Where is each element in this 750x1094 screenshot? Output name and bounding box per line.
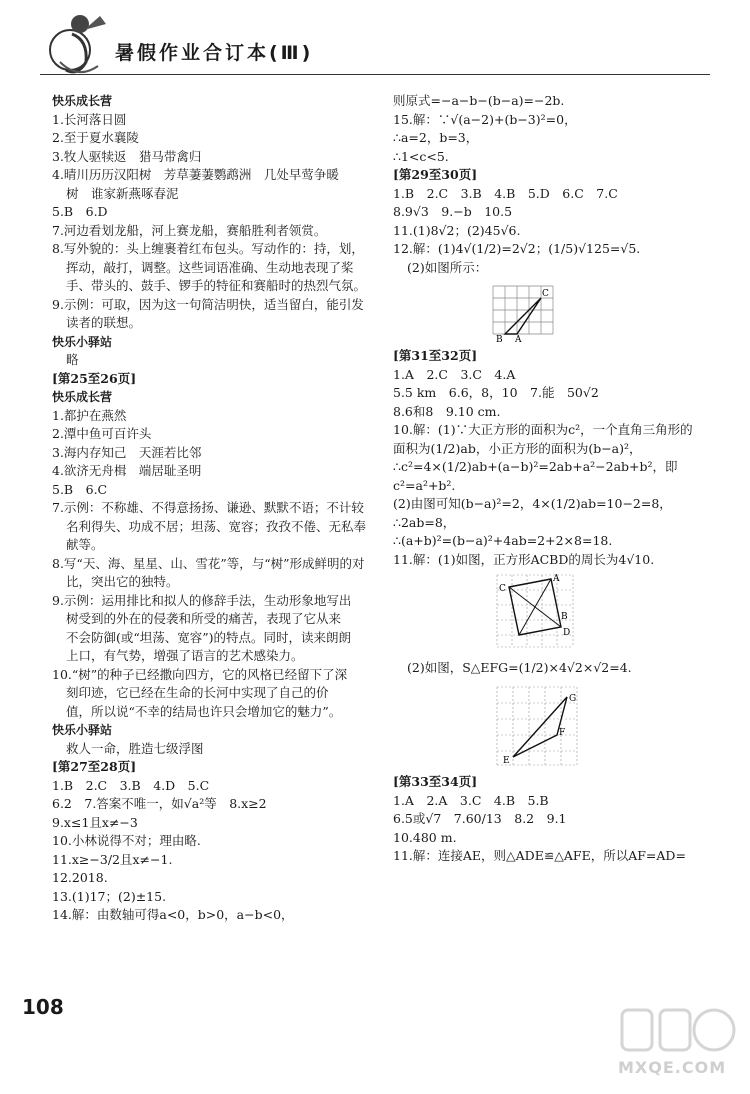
text-line: [第33至34页]	[393, 774, 478, 789]
text-line: 8.9√3 9.−b 10.5	[393, 204, 513, 219]
text-line: 10.“树”的种子已经撒向四方，它的风格已经留下了深	[52, 666, 348, 682]
text-line: 2.至于夏水襄陵	[52, 130, 139, 145]
text-line: ∴c²=4×(1/2)ab+(a−b)²=2ab+a²−2ab+b²，即	[393, 459, 678, 474]
text-line: 10.解：(1)∵大正方形的面积为c²，一个直角三角形的	[393, 422, 693, 437]
page-number: 108	[22, 995, 64, 1019]
text-line: 7.示例：不称雄、不得意扬扬、谦逊、默默不语；不计较	[52, 500, 364, 515]
text-line: 6.2 7.答案不唯一，如√a²等 8.x≥2	[52, 796, 267, 811]
text-line: 1.A 2.C 3.C 4.A	[393, 366, 516, 382]
text-line: 5.B 6.D	[52, 204, 108, 219]
text-line: 4.晴川历历汉阳树 芳草萋萋鹦鹉洲 几处早莺争暖	[52, 167, 339, 182]
text-line: (2)由图可知(b−a)²=2，4×(1/2)ab=10−2=8，	[393, 496, 672, 511]
text-line: 快乐成长营	[52, 390, 113, 404]
text-line: 比，突出它的独特。	[66, 574, 179, 589]
text-line: 则原式=−a−b−(b−a)=−2b.	[393, 93, 565, 108]
right-block-a	[393, 92, 723, 259]
text-line: 5.5 km 6.6，8，10 7.能 50√2	[393, 385, 599, 400]
text-line: 8.写“天、海、星星、山、雪花”等，与“树”形成鲜明的对	[52, 555, 365, 571]
text-line: ∴2ab=8，	[393, 514, 456, 530]
right-block-b	[393, 347, 723, 569]
text-line: ∴1<c<5.	[393, 148, 449, 164]
fig2-label-c: C	[499, 584, 506, 594]
text-line: 4.欲济无舟楫 端居耻圣明	[52, 463, 202, 478]
text-line: 9.x≤1且x≠−3	[52, 814, 138, 830]
text-line: 名利得失、功成不居；坦荡、宽容；孜孜不倦、无私奉	[66, 518, 367, 534]
text-line: 读者的联想。	[66, 315, 142, 330]
boy-kite-logo-icon	[48, 10, 110, 82]
watermark-logo	[618, 1004, 738, 1088]
grid-figure-2	[493, 571, 577, 651]
text-line: 11.(1)8√2；(2)45√6.	[393, 222, 521, 238]
watermark-seal-icon	[618, 1004, 738, 1060]
text-line: 献等。	[66, 537, 104, 552]
fig3-label-g: G	[569, 694, 577, 704]
text-line: 9.示例：运用排比和拟人的修辞手法，生动形象地写出	[52, 592, 352, 608]
text-line: 15.解：∵√(a−2)+(b−3)²=0，	[393, 111, 577, 127]
text-line: 11.x≥−3/2且x≠−1.	[52, 851, 173, 867]
grid-figure-1	[488, 281, 558, 343]
right-column	[393, 92, 723, 866]
page-header	[0, 0, 750, 90]
fig1-label-b: B	[496, 335, 503, 343]
text-line: 略	[66, 352, 79, 367]
text-line: 手、带头的、鼓手、锣手的特征和赛船时的热烈气氛。	[66, 278, 367, 293]
text-line: 快乐小驿站	[52, 334, 113, 349]
text-line: 8.写外貌的：头上缠裹着红布包头。写动作的：持，划，	[52, 241, 364, 256]
text-line: 10.480 m.	[393, 829, 457, 845]
text-line: 上口，有气势，增强了语言的艺术感染力。	[66, 648, 304, 663]
text-line: 11.解：(1)如图，正方形ACBD的周长为4√10.	[393, 551, 655, 567]
text-line: 1.A 2.A 3.C 4.B 5.B	[393, 792, 549, 808]
left-column	[52, 92, 382, 925]
right-block-d	[393, 773, 723, 866]
text-line: 5.B 6.C	[52, 481, 108, 497]
fig2-label-b: B	[561, 612, 568, 622]
text-line: 10.小林说得不对；理由略.	[52, 833, 201, 848]
header-title: 暑假作业合订本(Ⅲ)	[115, 42, 314, 64]
text-line: 快乐小驿站	[52, 723, 113, 737]
text-line: 2.潭中鱼可百许头	[52, 426, 152, 441]
fig3-label-f: F	[559, 728, 566, 738]
text-line: 1.B 2.C 3.B 4.D 5.C	[52, 777, 210, 793]
grid-figure-3	[493, 683, 581, 769]
text-line: 刻印迹，它已经在生命的长河中实现了自己的价	[66, 685, 329, 700]
text-line: [第31至32页]	[393, 348, 478, 363]
text-line: 1.长河落日圆	[52, 111, 127, 127]
text-line: 7.河边看划龙船，河上赛龙船，赛船胜利者领赏。	[52, 222, 327, 238]
text-line: [第29至30页]	[393, 167, 478, 182]
text-line: 9.示例：可取，因为这一句简洁明快，适当留白，能引发	[52, 296, 364, 312]
text-line: 1.都护在燕然	[52, 407, 127, 423]
text-line: [第25至26页]	[52, 370, 137, 386]
text-line: 快乐成长营	[52, 94, 113, 108]
fig2-label-d: D	[563, 628, 571, 638]
text-line: 12.2018.	[52, 870, 108, 885]
text-line: 8.6和8 9.10 cm.	[393, 403, 501, 419]
text-line: 13.(1)17；(2)±15.	[52, 888, 167, 904]
text-line: 12.解：(1)4√(1/2)=2√2；(1/5)√125=√5.	[393, 241, 641, 256]
text-line: 树受到的外在的侵袭和所受的痛苦，表现了它从来	[66, 611, 342, 626]
text-line: 挥动，敲打，调整。这些词语准确、生动地表现了桨	[66, 259, 354, 275]
header-rule	[40, 74, 710, 75]
watermark-url: MXQE.COM	[618, 1058, 727, 1077]
text-line: 救人一命，胜造七级浮图	[66, 740, 204, 756]
fig3-label-e: E	[503, 756, 510, 766]
text-line: 11.解：连接AE，则△ADE≌△AFE，所以AF=AD=	[393, 848, 686, 863]
text-line: 3.牧人驱犊返 猎马带禽归	[52, 148, 202, 164]
answer-11-part2: (2)如图，S△EFG=(1/2)×4√2×√2=4.	[407, 660, 632, 675]
text-line: 3.海内存知己 天涯若比邻	[52, 444, 202, 460]
text-line: 树 谁家新燕啄春泥	[66, 185, 179, 201]
text-line: 1.B 2.C 3.B 4.B 5.D 6.C 7.C	[393, 185, 618, 201]
text-line: 6.5或√7 7.60/13 8.2 9.1	[393, 811, 567, 826]
fig2-label-a: A	[553, 574, 560, 584]
text-line: 14.解：由数轴可得a<0，b>0，a−b<0，	[52, 907, 294, 922]
text-line: ∴a=2，b=3，	[393, 130, 479, 145]
text-line: ∴(a+b)²=(b−a)²+4ab=2+2×8=18.	[393, 533, 613, 548]
fig1-label-a: A	[515, 335, 522, 343]
text-line: c²=a²+b².	[393, 477, 456, 493]
text-line: 面积为(1/2)ab，小正方形的面积为(b−a)²，	[393, 440, 642, 456]
text-line: [第27至28页]	[52, 759, 137, 774]
fig1-caption: (2)如图所示：	[407, 259, 488, 275]
fig1-label-c: C	[542, 289, 549, 299]
text-line: 不会防御(或“坦荡、宽容”)的特点。同时，读来朗朗	[66, 629, 352, 645]
text-line: 值，所以说“不幸的结局也许只会增加它的魅力”。	[66, 703, 342, 719]
